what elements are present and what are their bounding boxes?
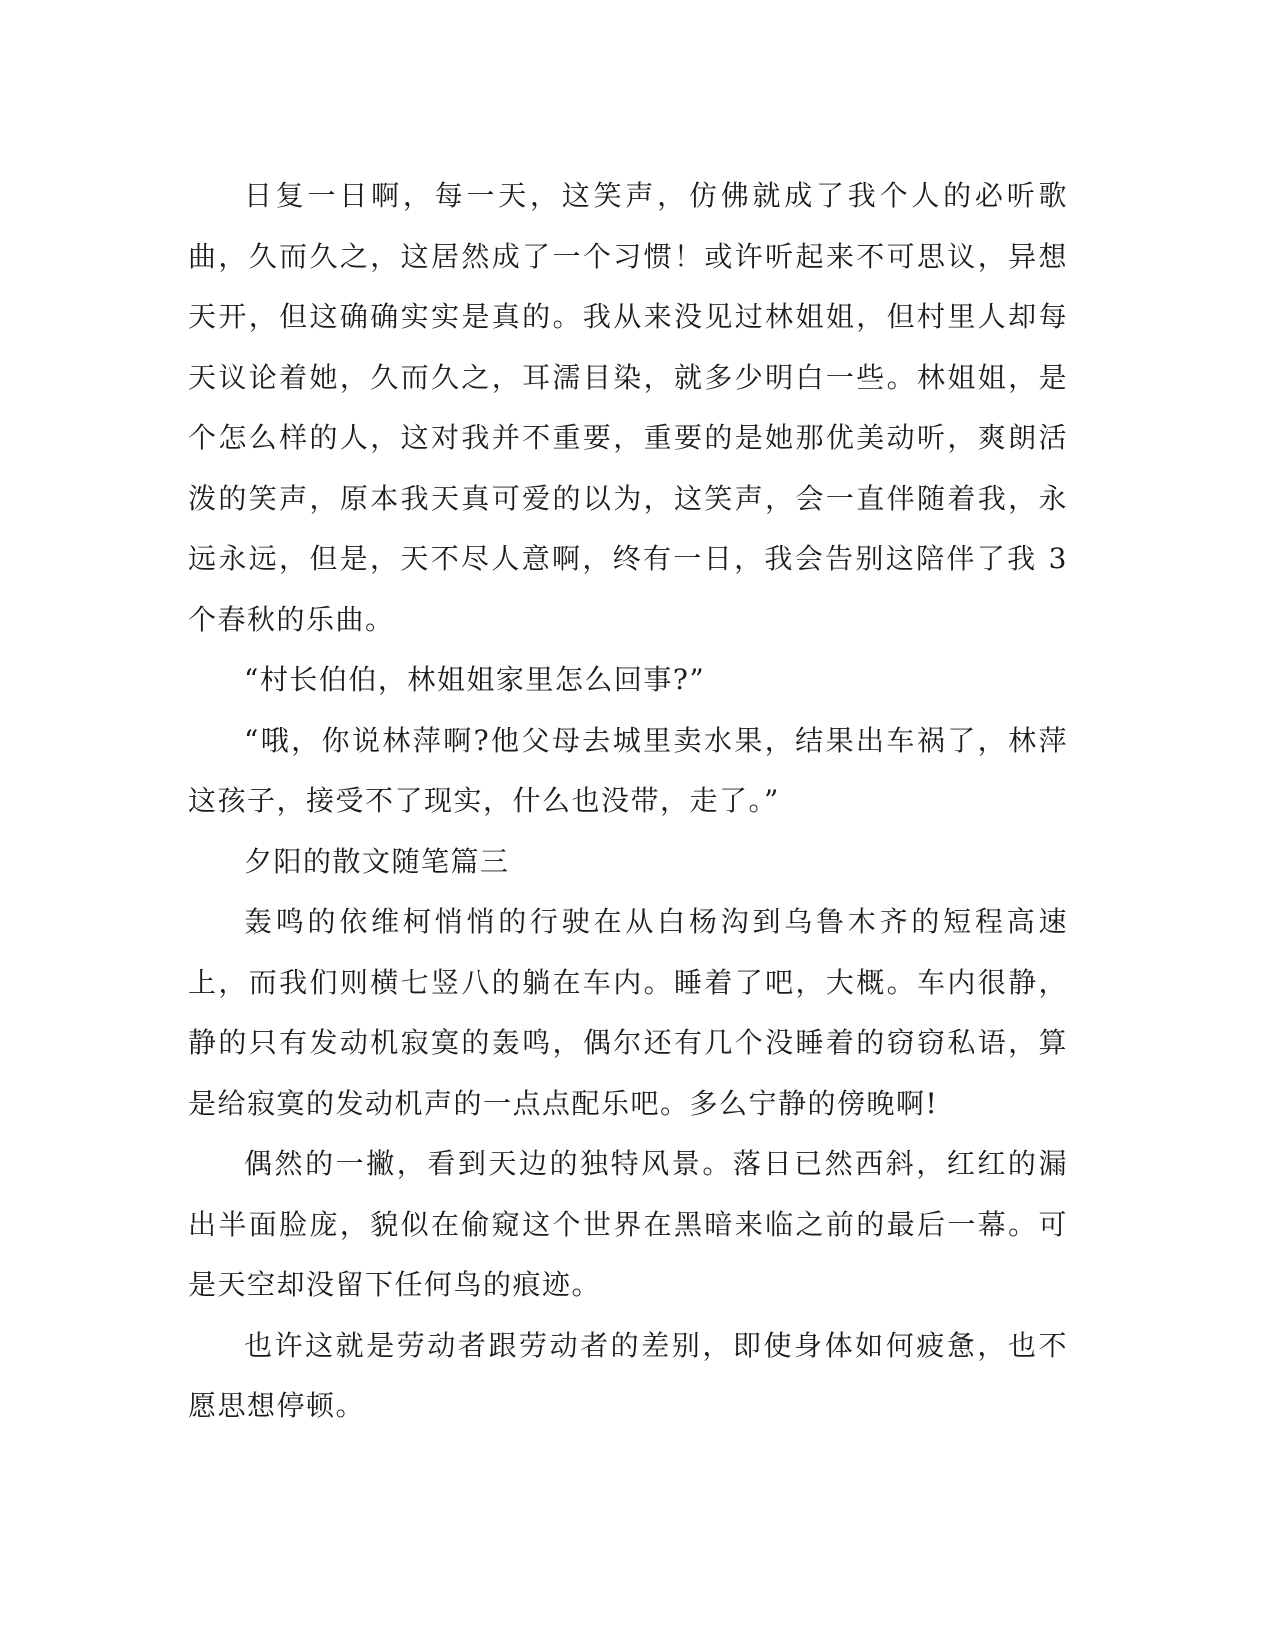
paragraph-question-village-head: “村长伯伯，林姐姐家里怎么回事?”	[244, 663, 706, 696]
paragraph-bus-ride: 轰鸣的依维柯悄悄的行驶在从白杨沟到乌鲁木齐的短程高速上，而我们则横七竖八的躺在车内。睡着了吧，大概。车内很静，静的只有发动机寂寞的轰鸣，偶尔还有几个没睡着的窃窃私语，算是给寂寞的发动机声的一点点配乐吧。多么宁静的傍晚啊!	[188, 905, 1068, 1120]
section-heading: 夕阳的散文随笔篇三	[244, 844, 510, 878]
document-body	[188, 166, 1068, 1437]
paragraph-laughter-habit: 日复一日啊，每一天，这笑声，仿佛就成了我个人的必听歌曲，久而久之，这居然成了一个习惯！或许听起来不可思议，异想天开，但这确确实实是真的。我从来没见过林姐姐，但村里人却每天议论着她，久而久之，耳濡目染，就多少明白一些。林姐姐，是个怎么样的人，这对我并不重要，重要的是她那优美动听，爽朗活泼的笑声，原本我天真可爱的以为，这笑声，会一直伴随着我，永远永远，但是，天不尽人意啊，终有一日，我会告别这陪伴了我 3 个春秋的乐曲。	[188, 179, 1068, 636]
paragraph-sunset-view: 偶然的一撇，看到天边的独特风景。落日已然西斜，红红的漏出半面脸庞，貌似在偷窥这个世界在黑暗来临之前的最后一幕。可是天空却没留下任何鸟的痕迹。	[188, 1147, 1068, 1301]
paragraph-closing-thought: 也许这就是劳动者跟劳动者的差别，即使身体如何疲惫，也不愿思想停顿。	[188, 1328, 1068, 1422]
paragraph-answer-lin-ping: “哦，你说林萍啊?他父母去城里卖水果，结果出车祸了，林萍这孩子，接受不了现实，什么也没带，走了。”	[188, 723, 1068, 817]
